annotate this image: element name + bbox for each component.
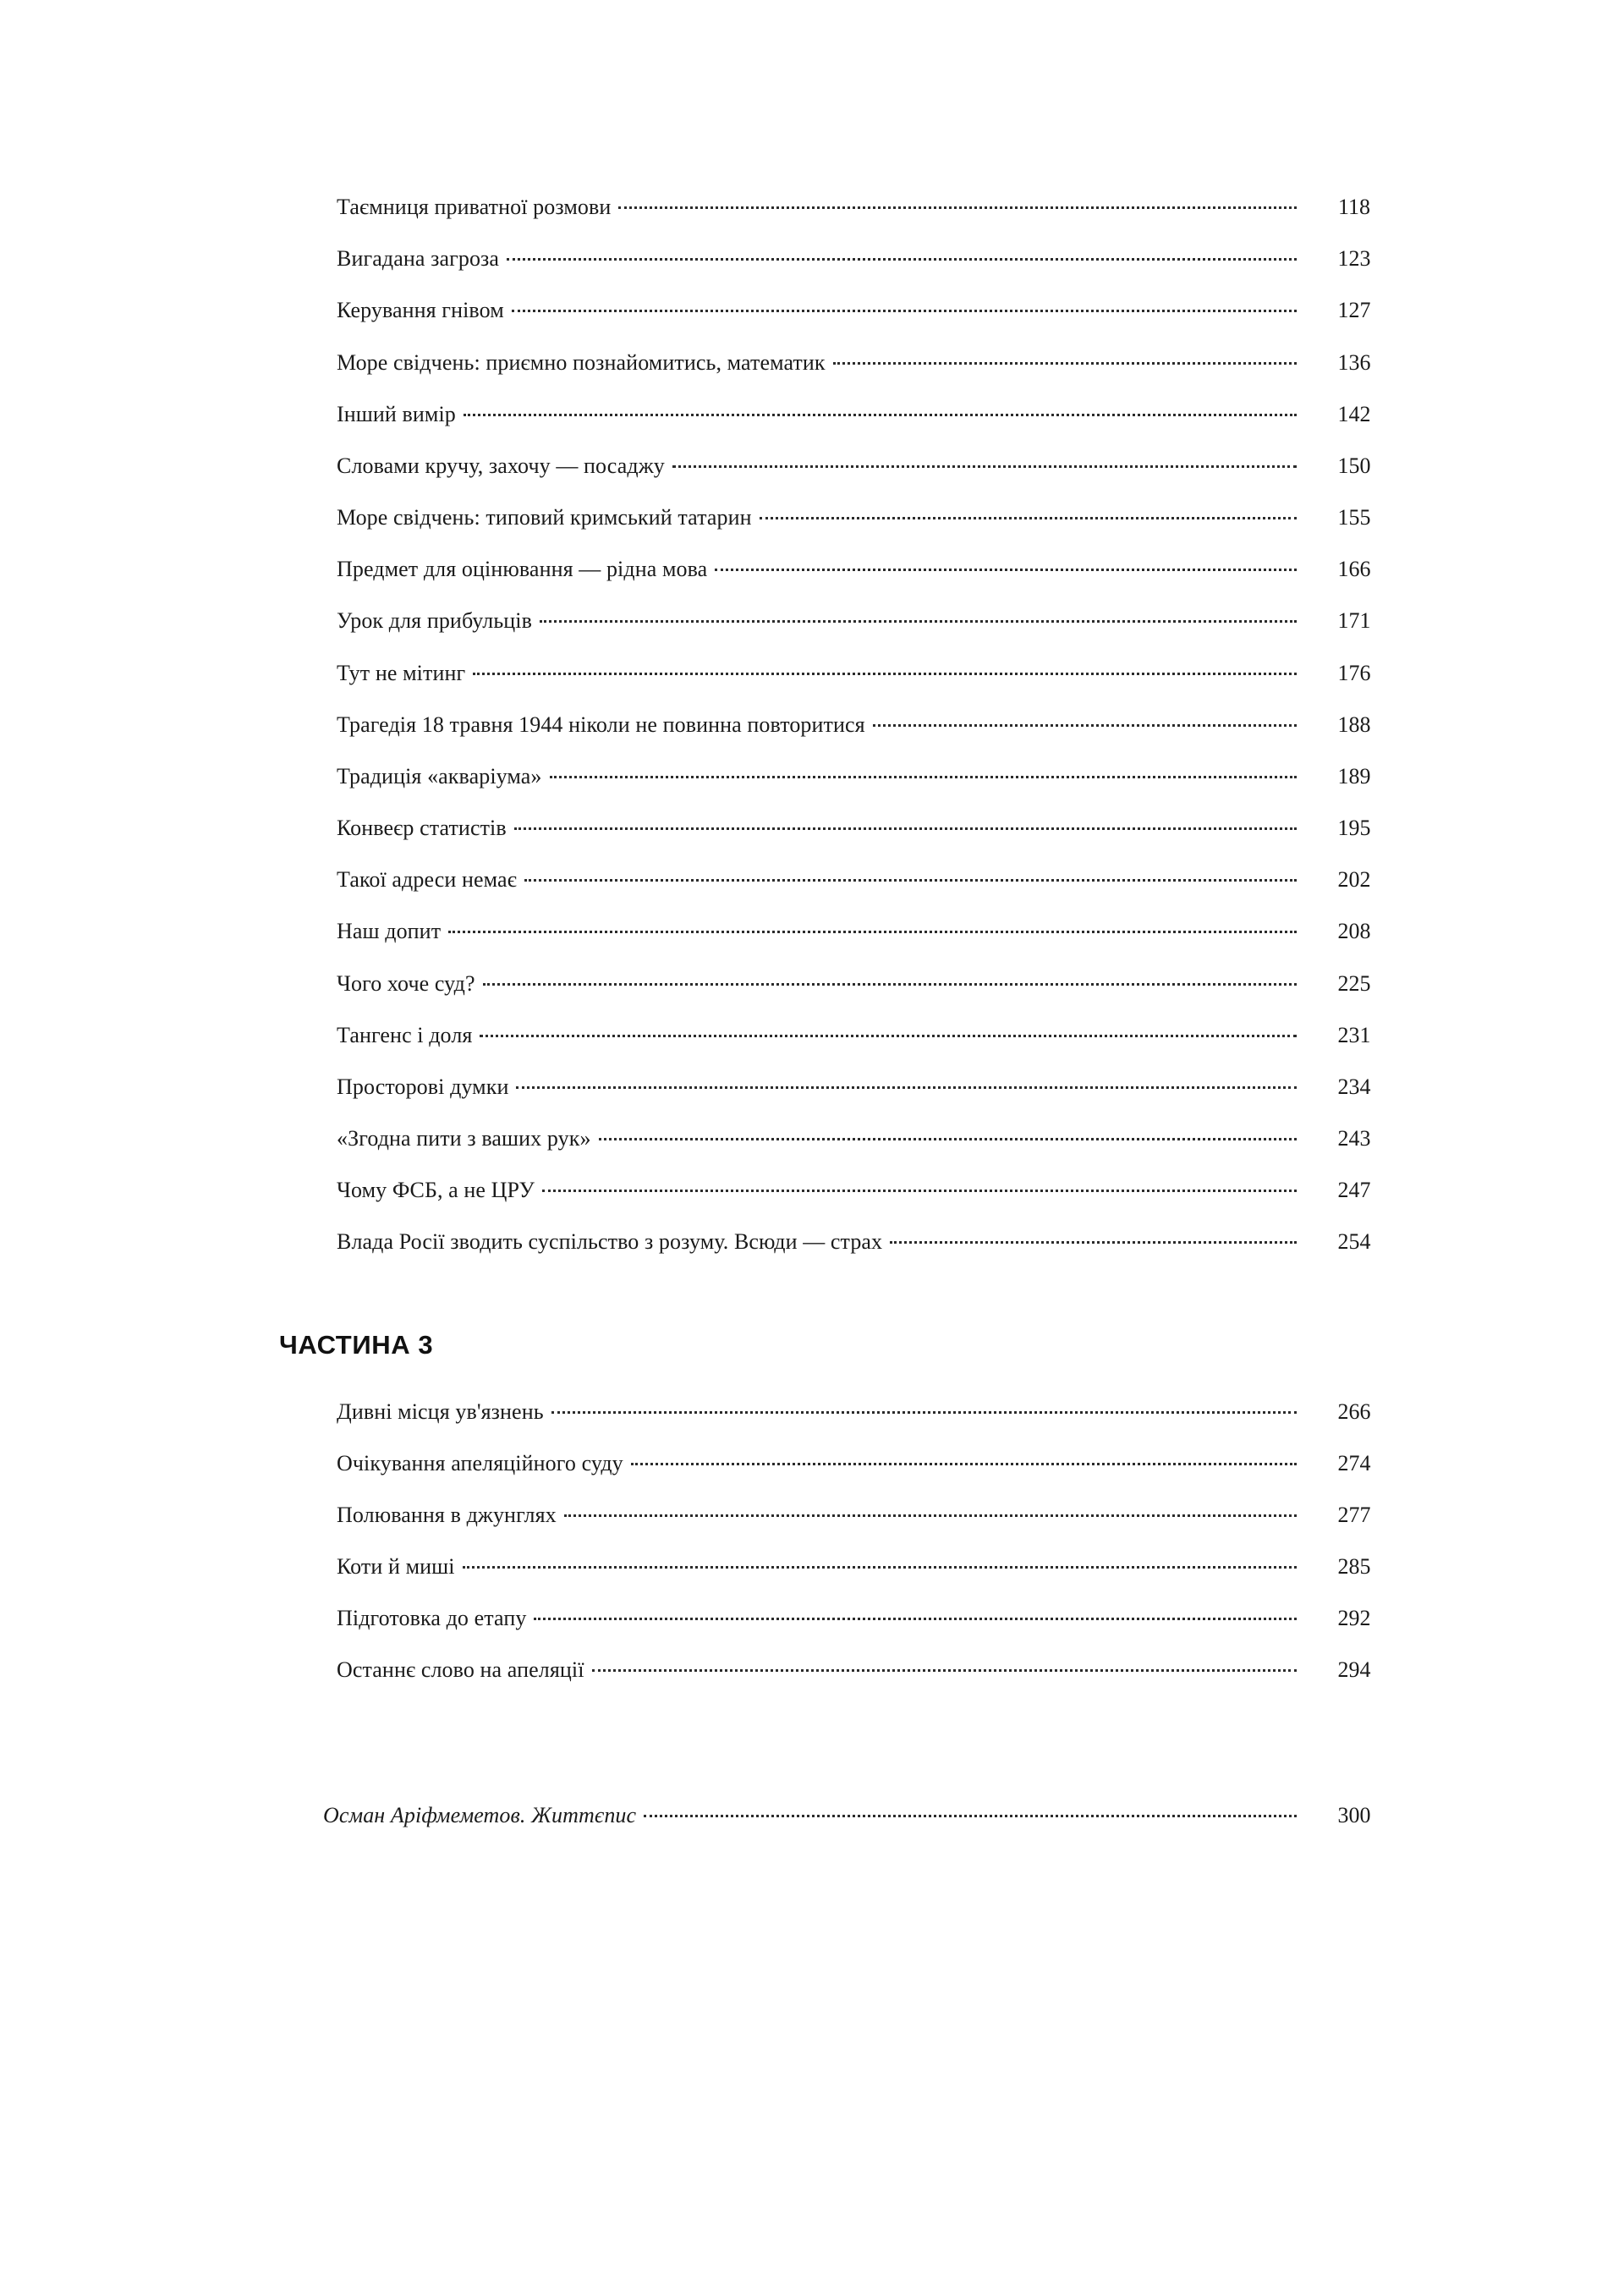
- toc-leader-dots: [672, 465, 1297, 468]
- toc-entry-title: Осман Аріфмеметов. Життєпис: [323, 1802, 637, 1827]
- toc-entry-title: Коти й миші: [337, 1554, 455, 1580]
- toc-leader-dots: [833, 362, 1297, 365]
- toc-entry-title: Конвеєр статистів: [337, 816, 507, 841]
- toc-leader-dots: [631, 1463, 1297, 1465]
- toc-entry[interactable]: [279, 1229, 1404, 1256]
- toc-entry-page: 155: [1337, 505, 1371, 530]
- toc-leader-dots: [564, 1514, 1297, 1517]
- toc-entry-page: 285: [1337, 1554, 1371, 1580]
- toc-entry[interactable]: [279, 505, 1404, 531]
- toc-list-appendix: [279, 1803, 1404, 1829]
- toc-leader-dots: [540, 620, 1297, 623]
- toc-entry[interactable]: [279, 1399, 1404, 1426]
- toc-entry[interactable]: [279, 453, 1404, 480]
- toc-entry[interactable]: [279, 298, 1404, 324]
- toc-leader-dots: [448, 931, 1297, 933]
- toc-leader-dots: [760, 517, 1297, 519]
- toc-entry-title: Таємниця приватної розмови: [337, 195, 612, 219]
- toc-entry-title: Вигадана загроза: [337, 246, 500, 272]
- toc-leader-dots: [715, 569, 1297, 571]
- toc-entry-title: Предмет для оцінювання — рідна мова: [337, 557, 708, 582]
- part-heading-part-3: ЧАСТИНА 3: [279, 1329, 434, 1360]
- toc-entry[interactable]: [279, 1657, 1404, 1684]
- toc-entry-page: 300: [1337, 1802, 1371, 1827]
- toc-entry-title: Такої адреси немає: [337, 867, 517, 893]
- toc-leader-dots: [512, 310, 1297, 312]
- toc-entry-page: 234: [1337, 1074, 1371, 1099]
- toc-leader-dots: [644, 1815, 1297, 1817]
- toc-entry-appendix[interactable]: [279, 1803, 1404, 1829]
- toc-entry-page: 188: [1337, 712, 1371, 737]
- toc-entry-page: 118: [1337, 195, 1371, 219]
- toc-entry-title: Море свідчень: типовий кримський татарин: [337, 505, 752, 530]
- toc-entry-title: Наш допит: [337, 919, 442, 944]
- toc-entry[interactable]: [279, 661, 1404, 687]
- toc-leader-dots: [873, 724, 1297, 727]
- toc-leader-dots: [464, 414, 1297, 416]
- toc-entry-page: 127: [1337, 298, 1371, 323]
- toc-entry-title: «Згодна пити з ваших рук»: [337, 1126, 591, 1151]
- toc-entry-page: 189: [1337, 763, 1371, 789]
- toc-entry[interactable]: [279, 1451, 1404, 1477]
- toc-entry[interactable]: [279, 402, 1404, 428]
- toc-entry[interactable]: [279, 350, 1404, 376]
- toc-leader-dots: [534, 1618, 1297, 1620]
- toc-entry-page: 202: [1337, 867, 1371, 893]
- toc-entry-page: 254: [1337, 1229, 1371, 1255]
- toc-leader-dots: [890, 1241, 1297, 1244]
- toc-leader-dots: [483, 983, 1297, 986]
- toc-entry-page: 150: [1337, 453, 1371, 478]
- toc-leader-dots: [516, 1086, 1297, 1089]
- toc-entry-page: 294: [1337, 1657, 1371, 1683]
- toc-entry-page: 266: [1337, 1399, 1371, 1424]
- toc-entry-page: 166: [1337, 557, 1371, 582]
- toc-leader-dots: [542, 1190, 1297, 1192]
- toc-entry[interactable]: [279, 1554, 1404, 1580]
- toc-entry[interactable]: [279, 1606, 1404, 1632]
- toc-entry-title: Словами кручу, захочу — посаджу: [337, 453, 665, 478]
- section-spacer: [279, 1360, 1404, 1399]
- toc-entry-title: Просторові думки: [337, 1074, 509, 1099]
- toc-entry-title: Керування гнівом: [337, 298, 504, 323]
- section-spacer: [279, 1282, 1404, 1330]
- toc-entry-title: Останнє слово на апеляції: [337, 1657, 584, 1683]
- toc-entry-page: 136: [1337, 349, 1371, 375]
- toc-entry[interactable]: [279, 1178, 1404, 1204]
- toc-list-part-3: [279, 1399, 1404, 1684]
- toc-entry-page: 142: [1337, 401, 1371, 426]
- toc-entry-title: Полювання в джунглях: [337, 1502, 557, 1527]
- toc-entry[interactable]: [279, 1074, 1404, 1101]
- toc-entry[interactable]: [279, 557, 1404, 583]
- toc-entry-page: 171: [1337, 608, 1371, 634]
- toc-entry-title: Море свідчень: приємно познайомитись, математик: [337, 349, 826, 375]
- toc-entry-title: Очікування апеляційного суду: [337, 1450, 623, 1475]
- toc-entry-title: Інший вимір: [337, 401, 456, 426]
- toc-entry-title: Урок для прибульців: [337, 608, 532, 634]
- toc-leader-dots: [507, 258, 1297, 261]
- toc-entry-page: 247: [1337, 1178, 1371, 1203]
- toc-entry[interactable]: [279, 764, 1404, 790]
- toc-leader-dots: [550, 776, 1297, 778]
- toc-entry-title: Тут не мітинг: [337, 660, 466, 685]
- toc-entry[interactable]: [279, 919, 1404, 945]
- toc-entry[interactable]: [279, 246, 1404, 272]
- toc-leader-dots: [599, 1138, 1297, 1140]
- toc-leader-dots: [524, 879, 1297, 882]
- toc-entry[interactable]: [279, 1126, 1404, 1152]
- toc-entry[interactable]: [279, 971, 1404, 997]
- toc-entry[interactable]: [279, 1023, 1404, 1049]
- toc-entry-title: Трагедія 18 травня 1944 ніколи не повинна повторитися: [337, 712, 865, 737]
- toc-leader-dots: [480, 1035, 1297, 1037]
- toc-entry-title: Підготовка до етапу: [337, 1606, 527, 1631]
- toc-entry-title: Тангенс і доля: [337, 1022, 473, 1047]
- toc-entry[interactable]: [279, 712, 1404, 739]
- toc-entry-page: 208: [1337, 919, 1371, 944]
- toc-leader-dots: [618, 206, 1297, 209]
- toc-entry[interactable]: [279, 1503, 1404, 1529]
- toc-entry-title: Традиція «акваріума»: [337, 763, 542, 789]
- toc-entry-page: 195: [1337, 816, 1371, 841]
- toc-leader-dots: [473, 673, 1297, 675]
- toc-entry-page: 123: [1337, 246, 1371, 272]
- toc-leader-dots: [463, 1566, 1297, 1569]
- toc-entry-page: 225: [1337, 970, 1371, 996]
- toc-list-part-2: [279, 195, 1404, 1256]
- toc-entry[interactable]: [279, 195, 1404, 221]
- toc-entry[interactable]: [279, 608, 1404, 635]
- toc-entry-title: Влада Росії зводить суспільство з розуму. Всюди — страх: [337, 1229, 883, 1255]
- toc-leader-dots: [514, 827, 1297, 830]
- toc-entry-title: Чому ФСБ, а не ЦРУ: [337, 1178, 535, 1203]
- toc-entry-page: 243: [1337, 1126, 1371, 1151]
- toc-entry[interactable]: [279, 816, 1404, 842]
- toc-entry-title: Чого хоче суд?: [337, 970, 475, 996]
- toc-entry-title: Дивні місця ув'язнень: [337, 1399, 544, 1424]
- toc-body: [279, 195, 1404, 1855]
- toc-leader-dots: [551, 1411, 1297, 1414]
- toc-entry-page: 277: [1337, 1502, 1371, 1527]
- toc-leader-dots: [592, 1669, 1297, 1672]
- appendix-spacer: [279, 1710, 1404, 1803]
- toc-entry-page: 274: [1337, 1450, 1371, 1475]
- toc-entry-page: 176: [1337, 660, 1371, 685]
- toc-entry-page: 231: [1337, 1022, 1371, 1047]
- toc-entry[interactable]: [279, 867, 1404, 893]
- toc-entry-page: 292: [1337, 1606, 1371, 1631]
